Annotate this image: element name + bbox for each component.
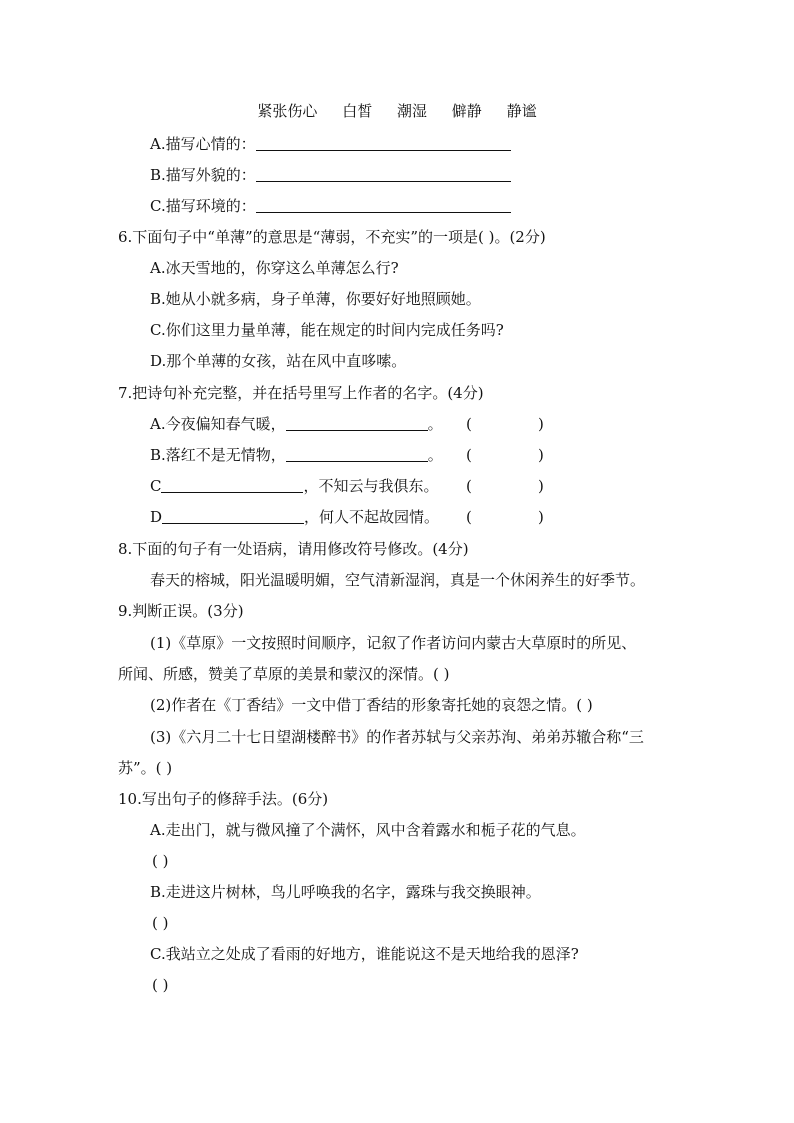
answer-blank[interactable] <box>256 197 511 213</box>
q9-stem: 9.判断正误。(3分) <box>118 602 244 620</box>
answer-paren[interactable]: ( ) <box>152 976 169 994</box>
q7-stem: 7.把诗句补充完整，并在括号里写上作者的名字。(4分) <box>118 384 484 402</box>
word-bank-item: 紧张伤心 <box>257 102 318 120</box>
q7-c-text: ，不知云与我俱东。 <box>303 477 439 495</box>
q6-option-a: A.冰天雪地的，你穿这么单薄怎么行? <box>150 259 399 277</box>
q10-option-c: C.我站立之处成了看雨的好地方，谁能说这不是天地给我的恩泽? <box>150 945 579 963</box>
q5-option-b-label: B.描写外貌的： <box>150 166 256 184</box>
q9-item-1-line-1: (1)《草原》一文按照时间顺序，记叙了作者访问内蒙古大草原时的所见、 <box>150 634 637 652</box>
q6-option-d: D.那个单薄的女孩，站在风中直哆嗦。 <box>150 352 407 370</box>
q8-stem: 8.下面的句子有一处语病，请用修改符号修改。(4分) <box>118 540 469 558</box>
q7-a-text: A.今夜偏知春气暖， <box>150 415 286 433</box>
q9-item-1-line-2: 所闻、所感，赞美了草原的美景和蒙汉的深情。( ) <box>118 665 450 683</box>
q10-stem: 10.写出句子的修辞手法。(6分) <box>118 790 329 808</box>
q5-option-a <box>150 134 511 154</box>
author-paren-open: ( <box>466 477 472 495</box>
word-bank-item: 僻静 <box>451 102 482 120</box>
word-bank-item: 潮湿 <box>396 102 427 120</box>
q6-option-b: B.她从小就多病，身子单薄，你要好好地照顾她。 <box>150 290 481 308</box>
answer-blank[interactable] <box>256 166 511 182</box>
answer-paren[interactable]: ( ) <box>152 852 169 870</box>
q7-d-label: D <box>150 508 163 526</box>
author-paren-close: ) <box>538 446 544 464</box>
period: 。 <box>427 415 443 433</box>
word-bank-item: 静谧 <box>506 102 537 120</box>
author-paren-open: ( <box>466 415 472 433</box>
author-paren-close: ) <box>538 508 544 526</box>
q10-option-a: A.走出门，就与微风撞了个满怀，风中含着露水和栀子花的气息。 <box>150 821 586 839</box>
q5-option-b <box>150 165 511 185</box>
q7-c-label: C <box>150 477 162 495</box>
q9-item-3-line-1: (3)《六月二十七日望湖楼醉书》的作者苏轼与父亲苏洵、弟弟苏辙合称“三 <box>150 728 644 746</box>
author-paren-open: ( <box>466 446 472 464</box>
q5-option-c <box>150 196 511 216</box>
word-bank <box>0 101 794 121</box>
answer-blank[interactable] <box>286 415 428 431</box>
answer-blank[interactable] <box>286 446 428 462</box>
q8-sentence: 春天的榕城，阳光温暖明媚，空气清新湿润，真是一个休闲养生的好季节。 <box>150 571 646 589</box>
answer-blank[interactable] <box>162 508 304 524</box>
q7-d-text: ，何人不起故园情。 <box>304 508 440 526</box>
q7-line-b <box>150 445 544 465</box>
q5-option-c-label: C.描写环境的： <box>150 197 256 215</box>
q7-line-d <box>150 507 544 527</box>
q10-option-b: B.走进这片树林，鸟儿呼唤我的名字，露珠与我交换眼神。 <box>150 883 541 901</box>
author-paren-open: ( <box>466 508 472 526</box>
q7-line-c <box>150 476 544 496</box>
q9-item-2: (2)作者在《丁香结》一文中借丁香结的形象寄托她的哀怨之情。( ) <box>150 696 593 714</box>
author-paren-close: ) <box>538 477 544 495</box>
q5-option-a-label: A.描写心情的： <box>150 135 256 153</box>
q7-line-a <box>150 414 544 434</box>
q6-option-c: C.你们这里力量单薄，能在规定的时间内完成任务吗? <box>150 321 504 339</box>
author-paren-close: ) <box>538 415 544 433</box>
answer-paren[interactable]: ( ) <box>152 914 169 932</box>
q9-item-3-line-2: 苏”。( ) <box>118 759 173 777</box>
q6-stem: 6.下面句子中“单薄”的意思是“薄弱，不充实”的一项是( )。(2分) <box>118 228 546 246</box>
answer-blank[interactable] <box>161 477 303 493</box>
period: 。 <box>427 446 443 464</box>
answer-blank[interactable] <box>256 135 511 151</box>
word-bank-item: 白皙 <box>342 102 373 120</box>
q7-b-text: B.落红不是无情物， <box>150 446 286 464</box>
